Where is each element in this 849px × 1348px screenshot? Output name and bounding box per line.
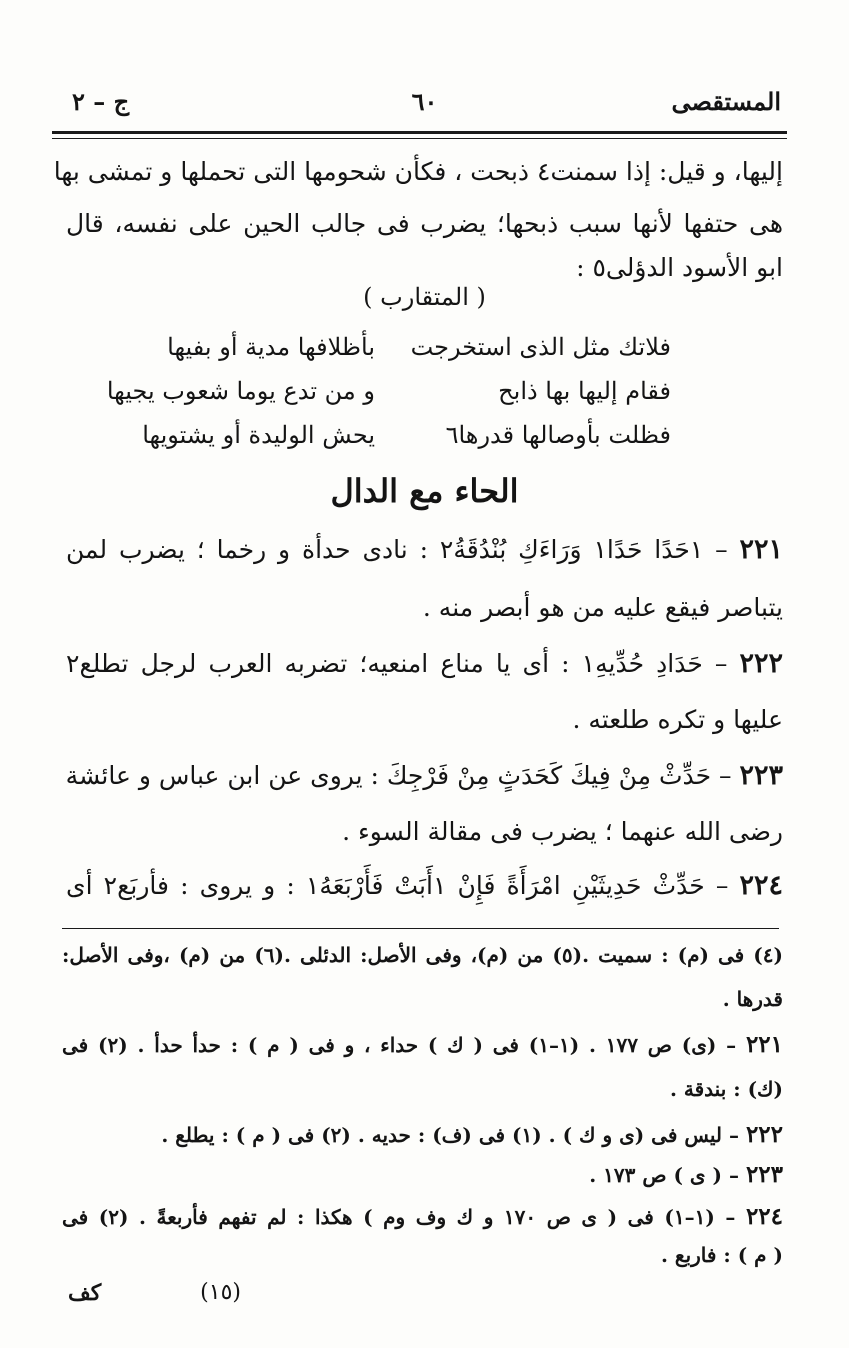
entry-221-line-1 (66, 532, 783, 568)
entry-222-number: ٢٢٢ (739, 648, 783, 679)
poem-meter: ( المتقارب ) (363, 283, 486, 311)
verse-2-first-hemistich: فقام إليها بها ذابح (498, 377, 671, 405)
entry-223-text: – حَدِّثْ مِنْ فِيكَ كَحَدَثٍ مِنْ فَرْجِكَ : يروى عن ابن عباس و عائشة (65, 761, 732, 790)
entry-224-number: ٢٢٤ (739, 870, 784, 901)
entry-224-text: – حَدِّثْ حَدِيثَيْنِ امْرَأَةً فَإِنْ ١أَبَتْ فَأَرْبَعَهُ١ : و يروى : فأربَع٢ أى (66, 871, 729, 900)
running-title: المستقصى (671, 87, 781, 116)
footnote-221-text: – (ى) ص ١٧٧ . (١–١) فى ( ك ) حداء ، و فى ( م ) : حدأ حدأ . (٢) فى (62, 1033, 737, 1057)
entry-223-number: ٢٢٣ (739, 760, 783, 791)
verse-2-second-hemistich: و من تدع يوما شعوب يجيها (106, 377, 375, 405)
verse-1-first-hemistich: فلاتك مثل الذى استخرجت (410, 333, 671, 361)
entry-223-line-1 (66, 758, 783, 794)
entry-222-text: – حَدَادِ حُدِّيهِ١ : أى يا مناع امنعيه؛ تضربه العرب لرجل تطلع٢ (66, 649, 728, 678)
intro-line-1: إليها، و قيل: إذا سمنت٤ ذبحت ، فكأن شحومها التى تحملها و تمشى بها (53, 157, 783, 186)
footnote-line-2: قدرها . (722, 987, 783, 1011)
entry-221-line-2: يتباصر فيقع عليه من هو أبصر منه . (422, 593, 783, 622)
header-rule-thick (52, 131, 787, 134)
footnote-224 (62, 1202, 783, 1232)
footnote-223-number: ٢٢٣ (745, 1161, 783, 1188)
footnote-224-text: – (١–١) فى ( ى ص ١٧٠ و ك وف وم ) هكذا : لم تفهم فأربعةً . (٢) فى (62, 1205, 736, 1229)
entry-224-line-1 (66, 868, 783, 904)
signature-catchword: كف (68, 1280, 102, 1306)
footnote-221-number: ٢٢١ (745, 1031, 783, 1058)
footnote-222 (161, 1120, 783, 1150)
footnote-rule (62, 928, 779, 929)
signature-number: (١٥) (200, 1280, 241, 1305)
volume-label: ج – ٢ (72, 87, 130, 116)
intro-line-3: ابو الأسود الدؤلى٥ : (576, 253, 783, 282)
header-rule-thin (52, 138, 787, 139)
footnote-line-1: (٤) فى (م) : سميت .(٥) من (م)، وفى الأصل: الدئلى .(٦) من (م) ،وفى الأصل: (62, 943, 783, 967)
entry-223-line-2: رضى الله عنهما ؛ يضرب فى مقالة السوء . (342, 817, 783, 846)
verse-3-second-hemistich: يحش الوليدة أو يشتويها (142, 421, 375, 449)
entry-221-text: – ١حَدًا حَدًا١ وَرَاءَكِ بُنْدُقَةُ٢ : نادى حدأة و رخما ؛ يضرب لمن (66, 535, 728, 564)
footnote-221-continued: (ك) : بندقة . (669, 1077, 783, 1101)
verse-1-second-hemistich: بأظلافها مدية أو بفيها (167, 333, 375, 361)
verse-3-first-hemistich: فظلت بأوصالها قدرها٦ (445, 421, 671, 449)
section-heading: الحاء مع الدال (330, 472, 519, 510)
entry-221-number: ٢٢١ (739, 534, 783, 565)
footnote-224-number: ٢٢٤ (745, 1203, 783, 1230)
page-number: ٦٠ (411, 87, 438, 116)
entry-222-line-2: عليها و تكره طلعته . (572, 705, 783, 734)
footnote-221 (62, 1030, 783, 1060)
footnote-223-text: – ( ى ) ص ١٧٣ . (589, 1163, 739, 1187)
entry-222-line-1 (66, 646, 783, 682)
intro-line-2: هى حتفها لأنها سبب ذبحها؛ يضرب فى جالب الحين على نفسه، قال (66, 209, 783, 238)
footnote-222-text: – ليس فى (ى و ك ) . (١) فى (ف) : حديه . (٢) فى ( م ) : يطلع . (161, 1123, 739, 1147)
footnote-223 (589, 1160, 783, 1190)
footnote-224-continued: ( م ) : فاربع . (661, 1243, 783, 1267)
footnote-222-number: ٢٢٢ (745, 1121, 783, 1148)
